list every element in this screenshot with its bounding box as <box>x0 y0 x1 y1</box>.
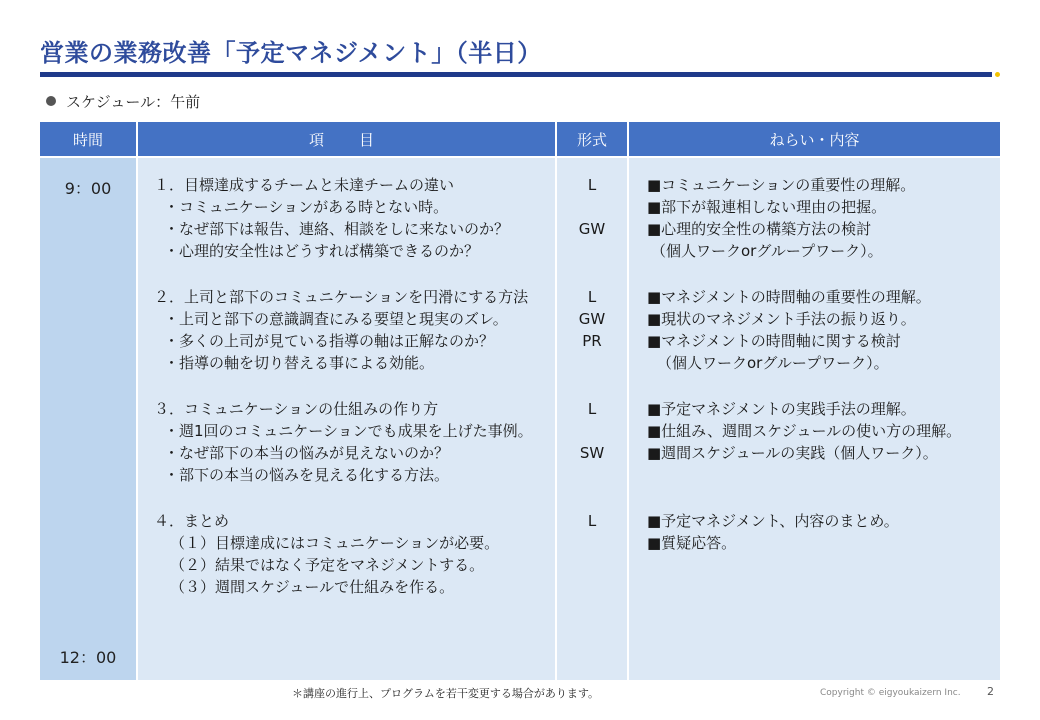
start-time: 9：00 <box>64 179 112 198</box>
title-underline <box>40 72 992 77</box>
section-1-heading: １．目標達成するチームと未達チームの違い <box>154 176 455 194</box>
header-aim: ねらい・内容 <box>629 122 1000 156</box>
section-4-item: （１）目標達成にはコミュニケーションが必要。 <box>170 534 500 552</box>
section-3-aim: ■仕組み、週間スケジュールの使い方の理解。 <box>647 422 962 440</box>
header-format: 形式 <box>557 122 627 156</box>
section-3-format: L <box>587 400 597 418</box>
section-2-aim: （個人ワークorグループワーク）。 <box>657 354 889 372</box>
section-3-aim: ■週間スケジュールの実践（個人ワーク）。 <box>647 444 938 462</box>
schedule-subtitle <box>46 91 200 112</box>
section-1-aim: ■コミュニケーションの重要性の理解。 <box>647 176 916 194</box>
subtitle-text: スケジュール：午前 <box>66 93 201 111</box>
section-3-item: ・なぜ部下の本当の悩みが見えないのか？ <box>164 444 450 462</box>
section-1-aim: ■心理的安全性の構築方法の検討 <box>647 220 872 238</box>
section-2-item: ・多くの上司が見ている指導の軸は正解なのか？ <box>164 332 495 350</box>
end-time: 12：00 <box>59 648 117 667</box>
section-3-format: SW <box>579 444 605 462</box>
section-3-item: ・週1回のコミュニケーションでも成果を上げた事例。 <box>164 422 533 440</box>
copyright: Copyright © eigyoukaizern Inc. <box>820 688 961 698</box>
section-2-format: PR <box>582 332 602 350</box>
section-3-item: ・部下の本当の悩みを見える化する方法。 <box>164 466 450 484</box>
section-4-aim: ■予定マネジメント、内容のまとめ。 <box>647 512 899 530</box>
page-number: 2 <box>987 685 994 698</box>
header-item: 項 目 <box>138 122 555 156</box>
accent-dot <box>995 72 1000 77</box>
section-2-item: ・上司と部下の意識調査にみる要望と現実のズレ。 <box>164 310 508 328</box>
section-2-aim: ■マネジメントの時間軸に関する検討 <box>647 332 901 350</box>
section-1-item: ・なぜ部下は報告、連絡、相談をしに来ないのか？ <box>164 220 510 238</box>
section-1-aim: （個人ワークorグループワーク）。 <box>651 242 883 260</box>
section-2-aim: ■現状のマネジメント手法の振り返り。 <box>647 310 916 328</box>
section-3-aim: ■予定マネジメントの実践手法の理解。 <box>647 400 916 418</box>
header-time: 時間 <box>40 122 136 156</box>
section-3-heading: ３．コミュニケーションの仕組みの作り方 <box>154 400 439 418</box>
section-2-format: GW <box>578 310 606 328</box>
section-2-format: L <box>587 288 597 306</box>
section-1-item: ・コミュニケーションがある時とない時。 <box>164 198 449 216</box>
section-2-item: ・指導の軸を切り替える事による効能。 <box>164 354 435 372</box>
time-column <box>40 158 136 680</box>
section-1-item: ・心理的安全性はどうすれば構築できるのか？ <box>164 242 480 260</box>
section-1-format: L <box>587 176 597 194</box>
page-title: 営業の業務改善「予定マネジメント」（半日） <box>40 39 542 67</box>
section-4-format: L <box>587 512 597 530</box>
section-1-aim: ■部下が報連相しない理由の把握。 <box>647 198 887 216</box>
section-4-item: （３）週間スケジュールで仕組みを作る。 <box>170 578 455 596</box>
section-2-heading: ２．上司と部下のコミュニケーションを円滑にする方法 <box>154 288 529 306</box>
footer-note: ＊講座の進行上、プログラムを若干変更する場合があります。 <box>292 687 600 700</box>
section-2-aim: ■マネジメントの時間軸の重要性の理解。 <box>647 288 931 306</box>
bullet-icon <box>46 96 56 106</box>
section-4-aim: ■質疑応答。 <box>647 534 737 552</box>
schedule-table <box>40 122 1000 680</box>
section-4-item: （２）結果ではなく予定をマネジメントする。 <box>170 556 485 574</box>
section-4-heading: ４．まとめ <box>154 512 230 530</box>
section-1-format: GW <box>578 220 606 238</box>
